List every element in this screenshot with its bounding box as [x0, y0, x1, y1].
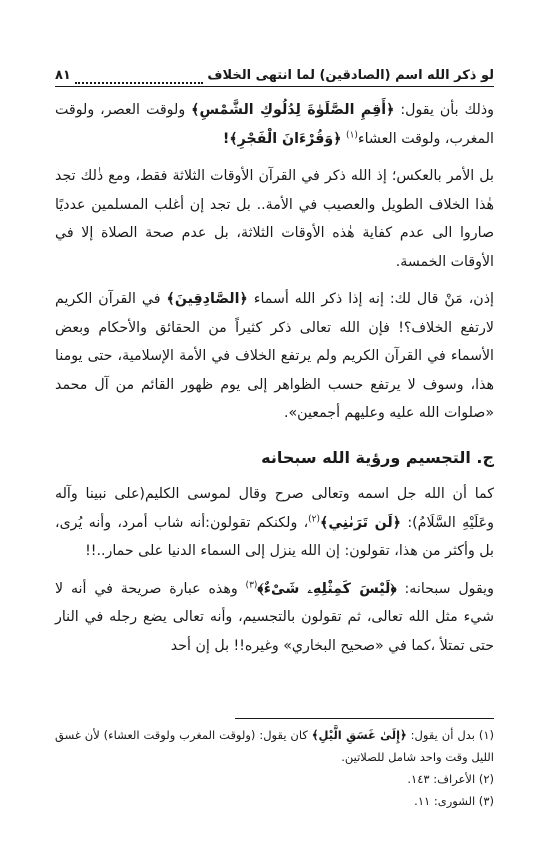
- text-span: إذن، مَنْ قال لك: إنه إذا ذكر الله أسماء: [247, 291, 494, 307]
- paragraph: بل الأمر بالعكس؛ إذ الله ذكر في القرآن الأوقات الثلاثة فقط، ومع ذٰلك تجد هٰذا الخلاف الطويل والعصيب في الأمة.. بل تجد إن أغلب المسلمين عدديًا صاروا الى عدم كفاية هٰذه الأوقات الثلاثة، بل عدم صحة الصلاة إلا في الأوقات الخمسة.: [55, 168, 494, 270]
- main-text: [55, 96, 494, 669]
- text-span: ، ولكنكم تقولون:أنه شاب أمرد، وأنه يُرى، بل وأكثر من هذا، تقولون: إن الله ينزل إلى السماء الدنيا على حمار..!!: [55, 514, 494, 559]
- running-head: [55, 60, 494, 84]
- footnote: (٢) الأعراف: ١٤٣.: [407, 772, 494, 786]
- text-span: كان يقول: (ولوقت المغرب ولوقت العشاء) لأن غسق الليل وقت واحد شامل للصلاتين.: [55, 728, 494, 764]
- quran-quote: ﴿لَن تَرَىٰنِي﴾: [320, 514, 402, 531]
- paragraph: [55, 575, 494, 661]
- text-span: في القرآن الكريم لارتفع الخلاف؟! فإن الله تعالى ذكر كثيراً من الحقائق والأحكام وبعض الأسماء في القرآن الكريم ولم يرتفع الخلاف في الأمة الإسلامية، حتى يومنا هذا، وسوف لا يرتفع حسب الظواهر إلى يوم ظهور القائم من آل محمد «صلوات الله عليه وعليهم أجمعين».: [55, 291, 494, 421]
- quran-quote: ﴿الصَّادِقِينَ﴾: [166, 291, 248, 307]
- honorific: عَلَيْهِ السَّلَامُ: [417, 514, 488, 531]
- text-span: وذلك بأن يقول:: [394, 102, 494, 118]
- footnote: [55, 724, 494, 768]
- page-number: ٨١: [55, 68, 71, 83]
- quran-quote: ﴿إِلَىٰ غَسَقِ الَّيْلِ﴾: [311, 728, 407, 742]
- text-span: كما أن الله جل اسمه وتعالى صرح وقال لموسى الكليم(على نبينا وآله و: [55, 486, 494, 531]
- text-span: ويقول سبحانه:: [396, 580, 494, 597]
- running-head-title: لو ذكر الله اسم (الصادقين) لما انتهى الخلاف: [207, 68, 494, 83]
- footnotes: [55, 724, 494, 812]
- footnote-ref: (١): [346, 129, 358, 140]
- paragraph: [55, 96, 494, 153]
- header-rule: [55, 86, 494, 87]
- paragraph: [55, 480, 494, 566]
- quran-quote: ﴿أَقِمِ الصَّلَوٰةَ لِدُلُوكِ الشَّمْسِ﴾: [191, 102, 395, 118]
- text-span: ولوقت العصر، ولوقت المغرب، ولوقت العشاء: [55, 102, 494, 147]
- footnote: (٣) الشورى: ١١.: [414, 794, 494, 808]
- section-heading: ج. التجسيم ورؤية الله سبحانه: [261, 447, 494, 467]
- text-span: !: [222, 130, 230, 147]
- footnote-ref: (٣): [245, 579, 258, 590]
- quran-quote: ﴿لَيْسَ كَمِثْلِهِۦ شَىْءٌ﴾: [257, 580, 397, 597]
- text-span: ):: [401, 514, 418, 531]
- text-span: (١) بدل أن يقول:: [406, 728, 494, 742]
- leader-dots: [75, 72, 203, 84]
- footnote-ref: (٢): [308, 513, 321, 524]
- paragraph: [55, 285, 494, 428]
- text-span: وهذه عبارة صريحة في أنه لا شيء مثل الله تعالى، ثم تقولون بالتجسيم، وأنه تعالى يضع رجله في النار حتى تمتلأ ،كما في «صحيح البخاري» وغيره!! بل إن أحد: [55, 580, 494, 654]
- footnote-rule: [235, 718, 494, 719]
- quran-quote: ﴿وَقُرْءَانَ الْفَجْرِ﴾: [229, 130, 342, 147]
